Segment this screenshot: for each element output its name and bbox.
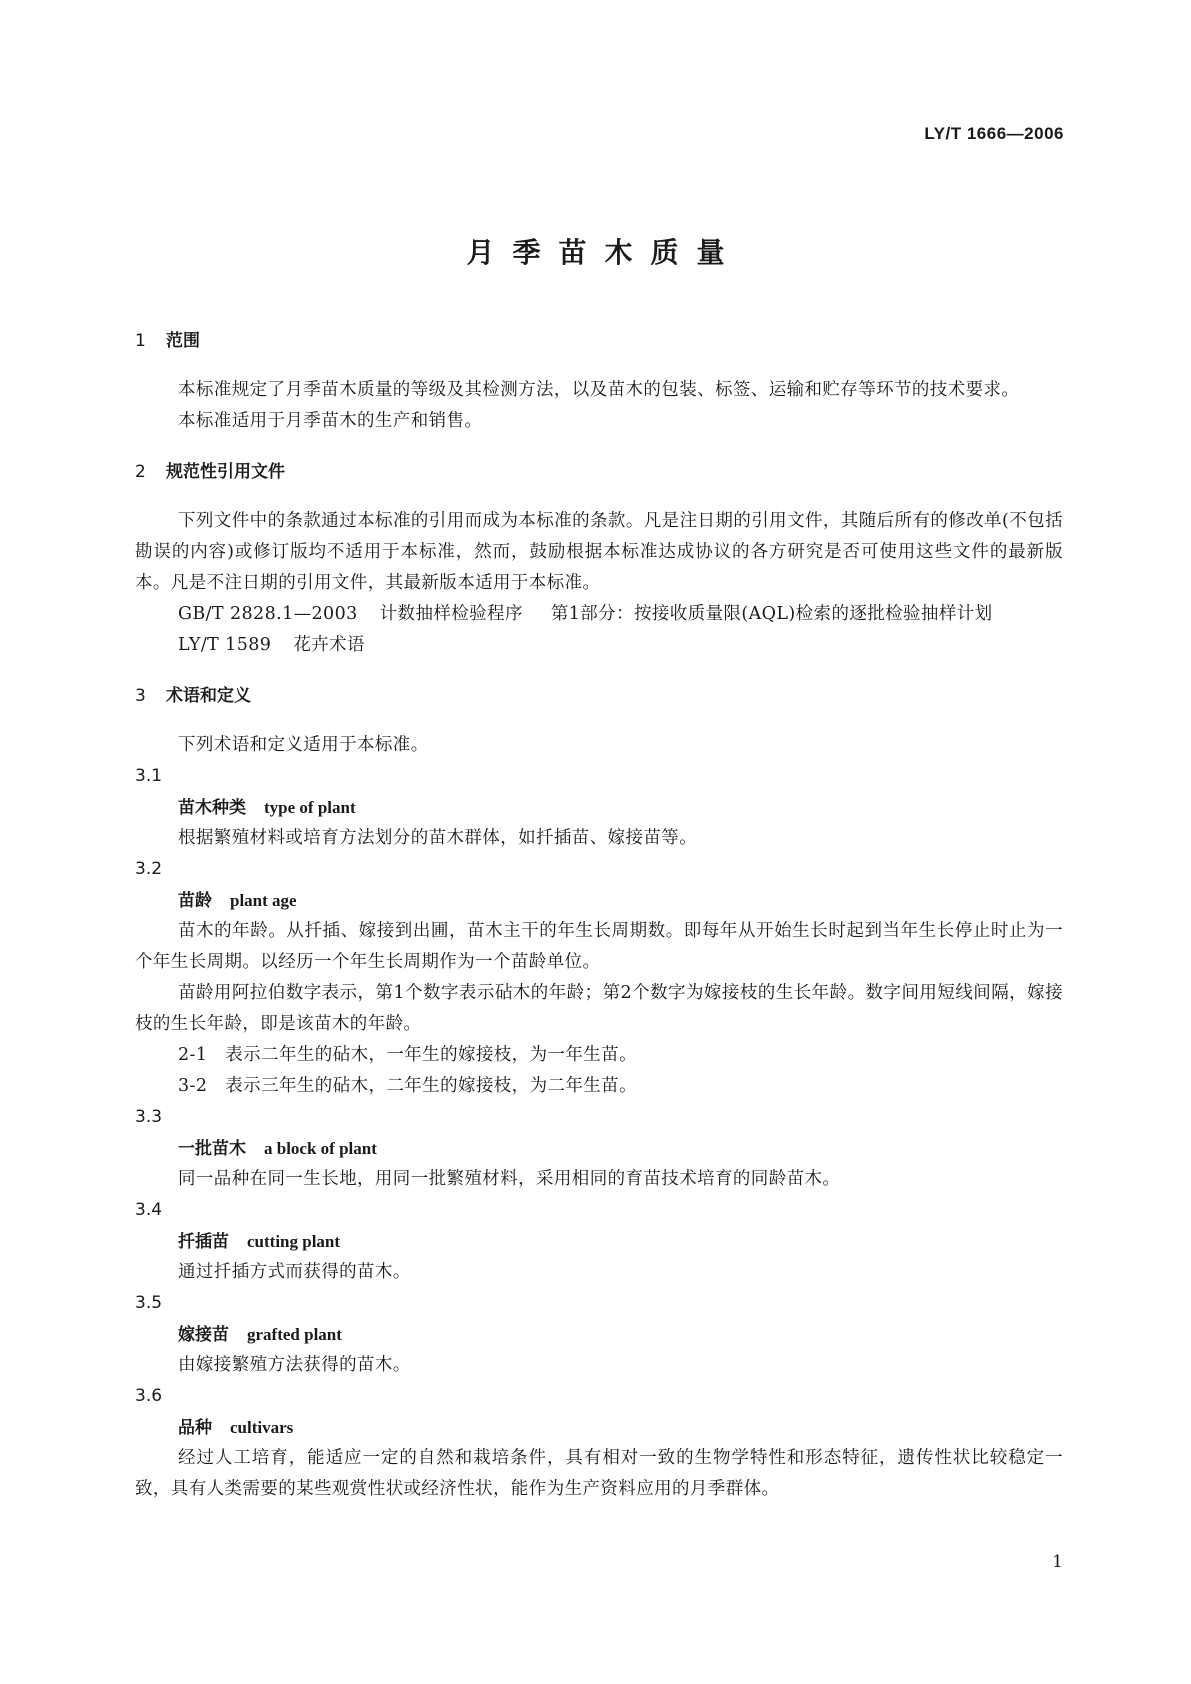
term-en: grafted plant [247, 1325, 342, 1344]
paragraph: 本标准规定了月季苗木质量的等级及其检测方法，以及苗木的包装、标签、运输和贮存等环节的技术要求。 [178, 380, 1020, 400]
paragraph: 本标准适用于月季苗木的生产和销售。 [178, 411, 483, 431]
term-heading [135, 1226, 1063, 1257]
term-heading [135, 1412, 1063, 1443]
section-3-heading [135, 681, 1063, 712]
term-number: 3.4 [135, 1200, 163, 1220]
term-number: 3.2 [135, 859, 163, 879]
section-title: 术语和定义 [166, 686, 251, 706]
term-example: 3-2 表示三年生的砧木，二年生的嫁接枝，为二年生苗。 [178, 1076, 637, 1096]
reference-title: 花卉术语 [293, 635, 365, 655]
term-heading [135, 1319, 1063, 1350]
section-title: 范围 [166, 331, 200, 351]
term-zh: 苗木种类 [178, 798, 246, 818]
document-title: 月季苗木质量 [466, 236, 743, 269]
term-definition: 由嫁接繁殖方法获得的苗木。 [178, 1355, 411, 1375]
term-definition: 苗龄用阿拉伯数字表示，第1个数字表示砧木的年龄；第2个数字为嫁接枝的生长年龄。数字间用短线间隔，嫁接枝的生长年龄，即是该苗木的年龄。 [135, 983, 1063, 1034]
section-title: 规范性引用文件 [166, 462, 285, 482]
normative-reference-1 [135, 599, 1063, 630]
document-body [135, 326, 1063, 1505]
term-definition: 同一品种在同一生长地，用同一批繁殖材料，采用相同的育苗技术培育的同龄苗木。 [178, 1169, 841, 1189]
term-en: a block of plant [264, 1139, 377, 1158]
paragraph: 下列术语和定义适用于本标准。 [178, 735, 429, 755]
term-heading [135, 1133, 1063, 1164]
section-1-heading [135, 326, 1063, 357]
term-definition: 经过人工培育，能适应一定的自然和栽培条件，具有相对一致的生物学特性和形态特征，遗传性状比较稳定一致，具有人类需要的某些观赏性状或经济性状，能作为生产资料应用的月季群体。 [135, 1448, 1063, 1499]
section-2-heading [135, 457, 1063, 488]
term-definition: 苗木的年龄。从扦插、嫁接到出圃，苗木主干的年生长周期数。即每年从开始生长时起到当年生长停止时止为一个年生长周期。以经历一个年生长周期作为一个苗龄单位。 [135, 921, 1063, 972]
standard-code: LY/T 1666—2006 [924, 124, 1064, 143]
term-number: 3.5 [135, 1293, 163, 1313]
section-number: 1 [135, 331, 146, 351]
term-definition: 根据繁殖材料或培育方法划分的苗木群体，如扦插苗、嫁接苗等。 [178, 828, 698, 848]
term-zh: 苗龄 [178, 891, 212, 911]
term-zh: 扦插苗 [178, 1232, 229, 1252]
reference-title: 计数抽样检验程序 [379, 604, 523, 624]
reference-code: LY/T 1589 [178, 635, 272, 655]
term-en: cultivars [230, 1418, 294, 1437]
term-en: type of plant [264, 798, 356, 817]
term-en: cutting plant [247, 1232, 341, 1251]
section-number: 2 [135, 462, 146, 482]
term-heading [135, 792, 1063, 823]
term-example: 2-1 表示二年生的砧木，一年生的嫁接枝，为一年生苗。 [178, 1045, 637, 1065]
term-number: 3.1 [135, 766, 163, 786]
page-number: 1 [1052, 1552, 1063, 1572]
paragraph: 下列文件中的条款通过本标准的引用而成为本标准的条款。凡是注日期的引用文件，其随后所有的修改单(不包括勘误的内容)或修订版均不适用于本标准，然而，鼓励根据本标准达成协议的各方研究是否可使用这些文件的最新版本。凡是不注日期的引用文件，其最新版本适用于本标准。 [135, 511, 1063, 593]
term-en: plant age [230, 891, 297, 910]
normative-reference-2 [135, 630, 1063, 661]
term-number: 3.6 [135, 1386, 163, 1406]
term-heading [135, 885, 1063, 916]
term-zh: 一批苗木 [178, 1139, 246, 1159]
reference-subtitle: 第1部分：按接收质量限(AQL)检索的逐批检验抽样计划 [550, 604, 993, 624]
reference-code: GB/T 2828.1—2003 [178, 604, 358, 624]
term-zh: 嫁接苗 [178, 1325, 229, 1345]
term-definition: 通过扦插方式而获得的苗木。 [178, 1262, 411, 1282]
term-zh: 品种 [178, 1418, 212, 1438]
term-number: 3.3 [135, 1107, 163, 1127]
section-number: 3 [135, 686, 146, 706]
